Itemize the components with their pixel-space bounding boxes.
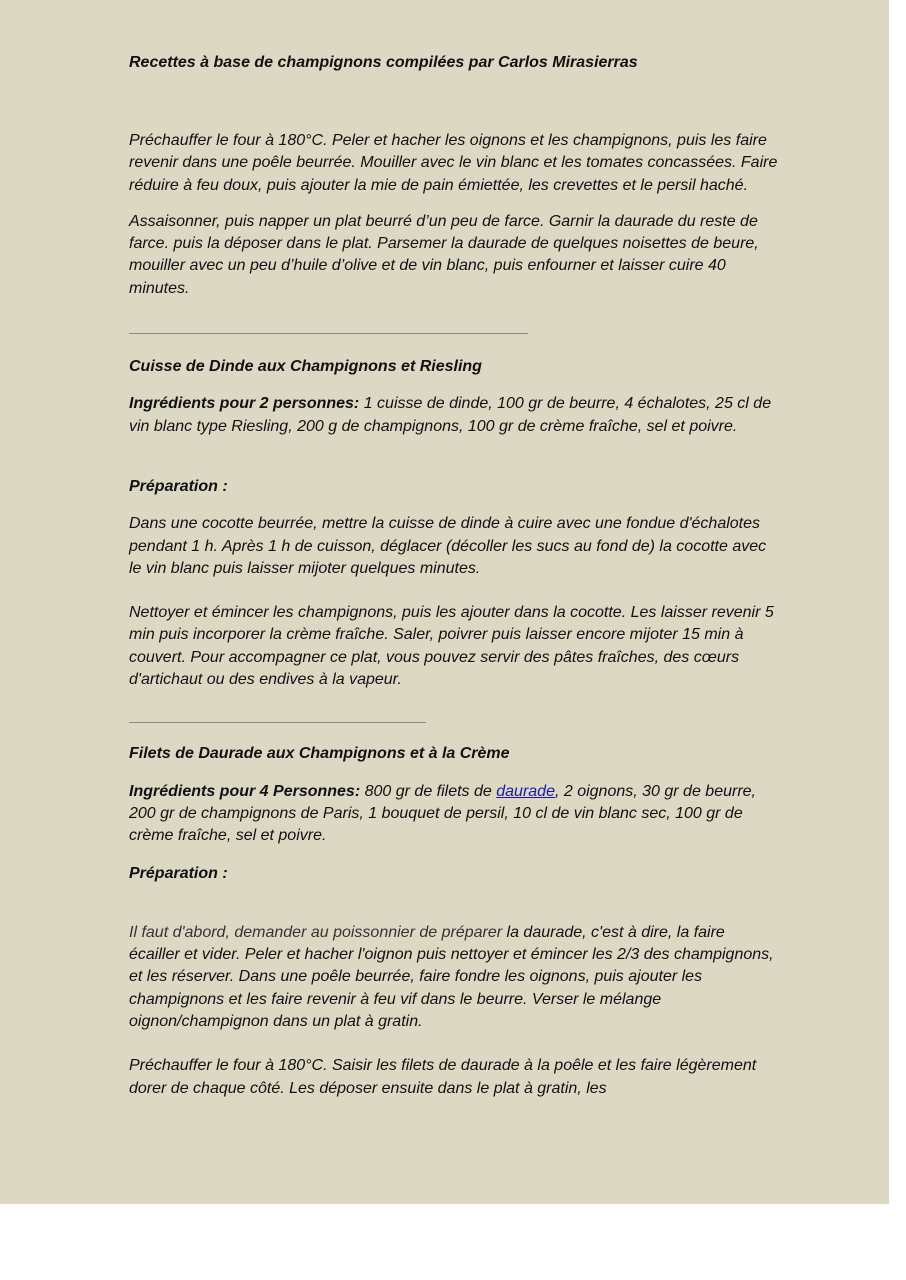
recipe1-step-1: Dans une cocotte beurrée, mettre la cuisse de dinde à cuire avec une fondue d'échalotes pendant 1 h. Après 1 h de cuisson, déglacer (décoller les sucs au fond de) la cocotte avec le vin blanc puis laisser mijoter quelques minutes.	[129, 515, 767, 577]
document-title: Recettes à base de champignons compilées par Carlos Mirasierras	[129, 54, 638, 71]
section-divider-1	[129, 333, 528, 334]
recipe1-step-2: Nettoyer et émincer les champignons, puis les ajouter dans la cocotte. Les laisser revenir 5 min puis incorporer la crème fraîche. Saler, poivrer puis laisser encore mijoter 15 min à couvert. Pour accompagner ce plat, vous pouvez servir des pâtes fraîches, des cœurs d'artichaut ou des endives à la vapeur.	[129, 604, 774, 689]
recipe2-step-2: Préchauffer le four à 180°C. Saisir les filets de daurade à la poêle et les faire légèrement dorer de chaque côté. Les déposer ensuite dans le plat à gratin, les	[129, 1057, 757, 1097]
recipe2-step-1	[129, 922, 779, 1033]
recipe1-preparation-label: Préparation :	[129, 477, 228, 495]
recipe2-ingredients	[129, 781, 779, 848]
recipe1-ingredients	[129, 393, 779, 438]
recipe2-ingredients-label: Ingrédients pour 4 Personnes:	[129, 782, 361, 800]
recipe2-ingredients-text-before: 800 gr de filets de	[360, 782, 497, 800]
recipe2-heading: Filets de Daurade aux Champignons et à la Crème	[129, 745, 510, 763]
daurade-link[interactable]: daurade	[496, 782, 555, 800]
recipe2-step-1-rest: la daurade, c'est à dire, la faire écailler et vider. Peler et hacher l'oignon puis nettoyer et émincer les 2/3 des champignons, et les réserver. Dans une poêle beurrée, faire fondre les oignons, puis ajouter les champignons et les faire revenir à feu vif dans le beurre. Verser le mélange oignon/champignon dans un plat à gratin.	[129, 923, 774, 1031]
recipe2-ingredients-text-after: , 2 oignons, 30 gr de beurre, 200 gr de champignons de Paris, 1 bouquet de persil, 10 cl de vin blanc sec, 100 gr de crème fraîche, sel et poivre.	[129, 782, 756, 845]
recipe2-preparation-label: Préparation :	[129, 864, 228, 882]
intro-paragraph-2: Assaisonner, puis napper un plat beurré d’un peu de farce. Garnir la daurade du reste de farce. puis la déposer dans le plat. Parsemer la daurade de quelques noisettes de beure, mouiller avec un peu d’huile d’olive et de vin blanc, puis enfourner et laisser cuire 40 minutes.	[129, 212, 759, 297]
recipe1-heading: Cuisse de Dinde aux Champignons et Riesling	[129, 358, 482, 376]
section-divider-2	[129, 722, 426, 723]
recipe1-ingredients-label: Ingrédients pour 2 personnes:	[129, 395, 360, 413]
document-content	[129, 52, 779, 1100]
intro-paragraph-1: Préchauffer le four à 180°C. Peler et hacher les oignons et les champignons, puis les faire revenir dans une poêle beurrée. Mouiller avec le vin blanc et les tomates concassées. Faire réduire à feu doux, puis ajouter la mie de pain émiettée, les crevettes et le persil haché.	[129, 132, 778, 194]
recipe2-step-1-lead: Il faut d'abord, demander au poissonnier de préparer	[129, 923, 503, 941]
recipe1-ingredients-text: 1 cuisse de dinde, 100 gr de beurre, 4 échalotes, 25 cl de vin blanc type Riesling, 200 g de champignons, 100 gr de crème fraîche, sel et poivre.	[129, 395, 772, 435]
